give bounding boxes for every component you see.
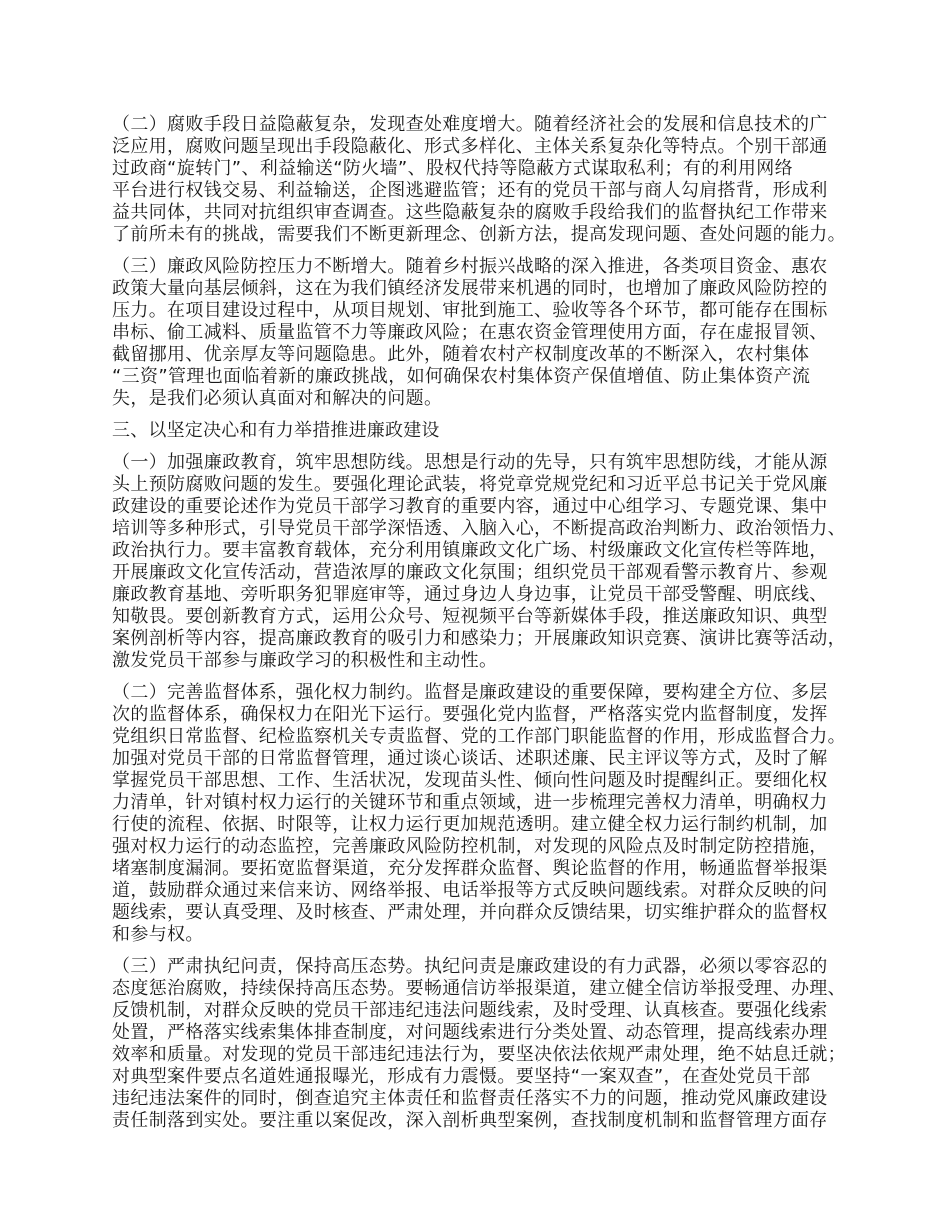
text-line: “三资”管理也面临着新的廉政挑战，如何确保农村集体资产保值增值、防止集体资产流: [112, 366, 811, 387]
text-line: 违纪违法案件的同时，倒查追究主体责任和监督责任落实不力的问题，推动党风廉政建设: [112, 1088, 828, 1109]
text-line: 党组织日常监督、纪检监察机关专责监督、党的工作部门职能监督的作用，形成监督合力。: [112, 726, 846, 747]
paragraph: [112, 114, 847, 246]
document-body: [112, 114, 847, 1142]
text-line: 开展廉政文化宣传活动，营造浓厚的廉政文化氛围；组织党员干部观看警示教育片、参观: [112, 562, 828, 583]
text-line: 强对权力运行的动态监控，完善廉政风险防控机制，对发现的风险点及时制定防控措施，: [112, 836, 828, 857]
text-line: 头上预防腐败问题的发生。要强化理论武装，将党章党规党纪和习近平总书记关于党风廉: [112, 474, 828, 495]
text-line: （一）加强廉政教育，筑牢思想防线。思想是行动的先导，只有筑牢思想防线，才能从源: [112, 452, 828, 473]
paragraph: [112, 256, 847, 410]
text-line: 和参与权。: [112, 924, 204, 945]
text-line: 责任制落到实处。要注重以案促改，深入剖析典型案例，查找制度机制和监督管理方面存: [112, 1110, 828, 1131]
text-line: 益共同体，共同对抗组织审查调查。这些隐蔽复杂的腐败手段给我们的监督执纪工作带来: [112, 202, 828, 223]
text-line: （三）廉政风险防控压力不断增大。随着乡村振兴战略的深入推进，各类项目资金、惠农: [112, 256, 828, 277]
paragraph: [112, 682, 847, 946]
text-line: 次的监督体系，确保权力在阳光下运行。要强化党内监督，严格落实党内监督制度，发挥: [112, 704, 828, 725]
text-line: （二）完善监督体系，强化权力制约。监督是廉政建设的重要保障，要构建全方位、多层: [112, 682, 828, 703]
text-line: 过政商“旋转门”、利益输送“防火墙”、股权代持等隐蔽方式谋取私利；有的利用网络: [112, 158, 793, 179]
text-line: 案例剖析等内容，提高廉政教育的吸引力和感染力；开展廉政知识竞赛、演讲比赛等活动，: [112, 628, 846, 649]
text-line: 力清单，针对镇村权力运行的关键环节和重点领域，进一步梳理完善权力清单，明确权力: [112, 792, 828, 813]
text-line: 题线索，要认真受理、及时核查、严肃处理，并向群众反馈结果，切实维护群众的监督权: [112, 902, 828, 923]
text-line: 态度惩治腐败，持续保持高压态势。要畅通信访举报渠道，建立健全信访举报受理、办理、: [112, 978, 846, 999]
text-line: 加强对党员干部的日常监督管理，通过谈心谈话、述职述廉、民主评议等方式，及时了解: [112, 748, 828, 769]
text-line: 政建设的重要论述作为党员干部学习教育的重要内容，通过中心组学习、专题党课、集中: [112, 496, 828, 517]
text-line: 效率和质量。对发现的党员干部违纪违法行为，要坚决依法依规严肃处理，绝不姑息迁就；: [112, 1044, 846, 1065]
text-line: 反馈机制，对群众反映的党员干部违纪违法问题线索，及时受理、认真核查。要强化线索: [112, 1000, 828, 1021]
text-line: 失，是我们必须认真面对和解决的问题。: [112, 388, 443, 409]
paragraph: [112, 956, 847, 1132]
text-line: 行使的流程、依据、时限等，让权力运行更加规范透明。建立健全权力运行制约机制，加: [112, 814, 828, 835]
text-line: 政治执行力。要丰富教育载体，充分利用镇廉政文化广场、村级廉政文化宣传栏等阵地，: [112, 540, 828, 561]
text-line: 平台进行权钱交易、利益输送，企图逃避监管；还有的党员干部与商人勾肩搭背，形成利: [112, 180, 828, 201]
section-heading: [112, 420, 847, 442]
text-line: 压力。在项目建设过程中，从项目规划、审批到施工、验收等各个环节，都可能存在围标: [112, 300, 828, 321]
text-line: 掌握党员干部思想、工作、生活状况，发现苗头性、倾向性问题及时提醒纠正。要细化权: [112, 770, 828, 791]
text-line: 处置，严格落实线索集体排查制度，对问题线索进行分类处置、动态管理，提高线索办理: [112, 1022, 828, 1043]
text-line: 串标、偷工减料、质量监管不力等廉政风险；在惠农资金管理使用方面，存在虚报冒领、: [112, 322, 828, 343]
text-line: 对典型案件要点名道姓通报曝光，形成有力震慑。要坚持“一案双查”，在查处党员干部: [112, 1066, 811, 1087]
text-line: 政策大量向基层倾斜，这在为我们镇经济发展带来机遇的同时，也增加了廉政风险防控的: [112, 278, 828, 299]
text-line: 激发党员干部参与廉政学习的积极性和主动性。: [112, 650, 498, 671]
text-line: 泛应用，腐败问题呈现出手段隐蔽化、形式多样化、主体关系复杂化等特点。个别干部通: [112, 136, 828, 157]
text-line: 堵塞制度漏洞。要拓宽监督渠道，充分发挥群众监督、舆论监督的作用，畅通监督举报渠: [112, 858, 828, 879]
paragraph: [112, 452, 847, 672]
text-line: （二）腐败手段日益隐蔽复杂，发现查处难度增大。随着经济社会的发展和信息技术的广: [112, 114, 828, 135]
text-line: 截留挪用、优亲厚友等问题隐患。此外，随着农村产权制度改革的不断深入，农村集体: [112, 344, 810, 365]
text-line: （三）严肃执纪问责，保持高压态势。执纪问责是廉政建设的有力武器，必须以零容忍的: [112, 956, 828, 977]
text-line: 了前所未有的挑战，需要我们不断更新理念、创新方法，提高发现问题、查处问题的能力。: [112, 224, 846, 245]
text-line: 道，鼓励群众通过来信来访、网络举报、电话举报等方式反映问题线索。对群众反映的问: [112, 880, 828, 901]
text-line: 知敬畏。要创新教育方式，运用公众号、短视频平台等新媒体手段，推送廉政知识、典型: [112, 606, 828, 627]
text-line: 廉政教育基地、旁听职务犯罪庭审等，通过身边人身边事，让党员干部受警醒、明底线、: [112, 584, 828, 605]
text-line: 培训等多种形式，引导党员干部学深悟透、入脑入心，不断提高政治判断力、政治领悟力、: [112, 518, 846, 539]
text-line: 三、以坚定决心和有力举措推进廉政建设: [112, 420, 440, 441]
